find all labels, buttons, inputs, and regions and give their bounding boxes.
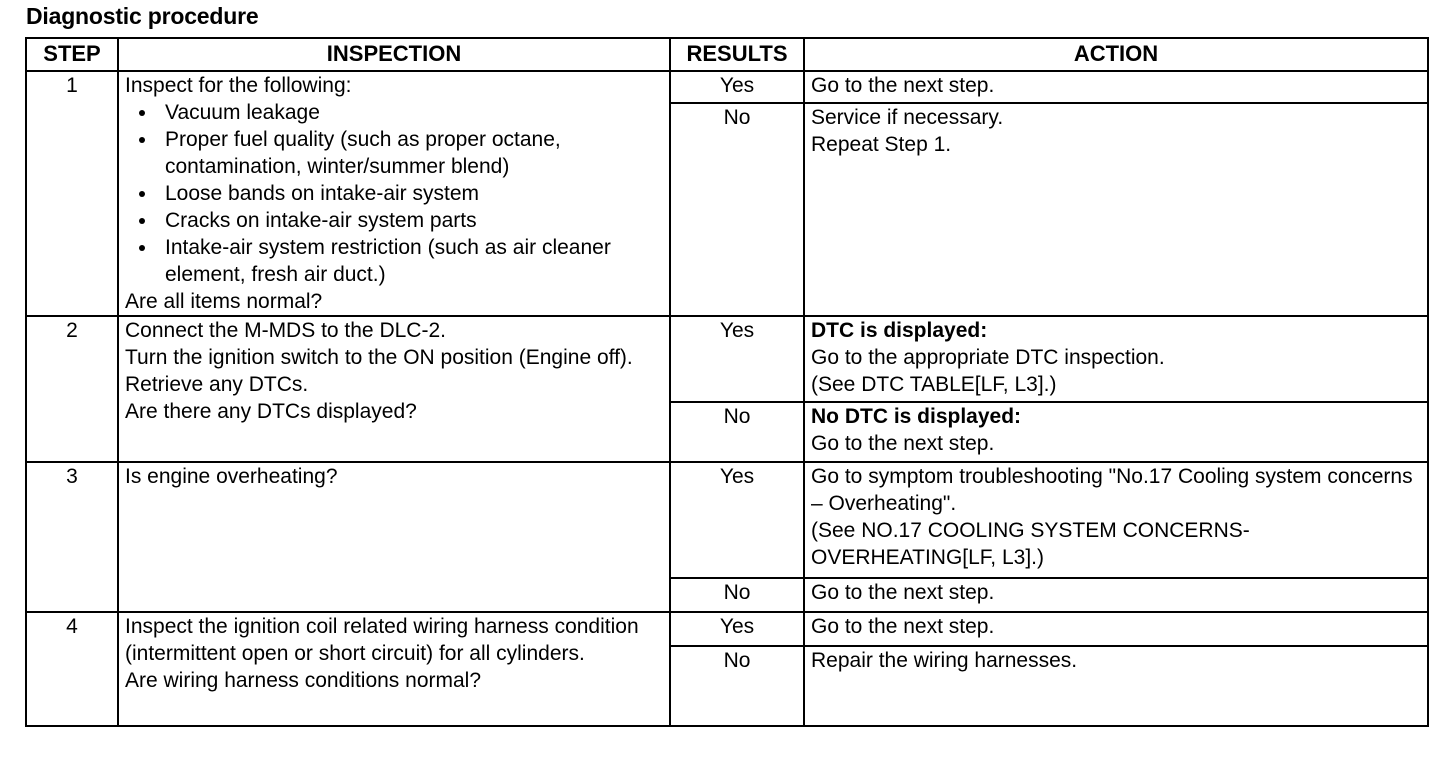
action-text: Repair the wiring harnesses. <box>811 649 1078 672</box>
action-cell <box>804 103 1428 316</box>
table-row <box>26 316 1428 402</box>
bullet-item: Loose bands on intake-air system <box>125 180 663 207</box>
table-row <box>26 462 1428 578</box>
result-yes: Yes <box>670 316 804 402</box>
action-text: Go to the appropriate DTC inspection. <box>811 346 1165 369</box>
result-no: No <box>670 103 804 316</box>
action-cell <box>804 316 1428 402</box>
action-text: Repeat Step 1. <box>811 133 952 157</box>
action-text: Go to the next step. <box>811 615 995 638</box>
inspection-text: Turn the ignition switch to the ON position (Engine off). <box>125 346 633 369</box>
action-link[interactable]: (See DTC TABLE[LF, L3].) <box>811 373 1057 396</box>
inspection-question: Is engine overheating? <box>125 465 338 488</box>
action-cell <box>804 462 1428 578</box>
bullet-item: Proper fuel quality (such as proper octane, contamination, winter/summer blend) <box>125 126 663 180</box>
header-step: STEP <box>26 38 118 71</box>
inspection-text: Inspect the ignition coil related wiring harness condition (intermittent open or short circuit) for all cylinders. <box>125 615 639 665</box>
inspection-cell <box>118 316 670 462</box>
header-action: ACTION <box>804 38 1428 71</box>
inspection-question: Are all items normal? <box>125 290 323 313</box>
bullet-item: Vacuum leakage <box>125 99 663 126</box>
result-yes: Yes <box>670 71 804 103</box>
result-no: No <box>670 578 804 612</box>
result-no: No <box>670 646 804 726</box>
table-header-row <box>26 38 1428 71</box>
action-heading: No DTC is displayed: <box>811 405 1022 428</box>
action-cell <box>804 71 1428 103</box>
inspection-text: Inspect for the following: <box>125 74 352 97</box>
diagnostic-table <box>25 37 1429 727</box>
action-cell <box>804 646 1428 726</box>
action-text: Go to the next step. <box>811 581 995 604</box>
inspection-text: Retrieve any DTCs. <box>125 373 309 396</box>
table-row <box>26 612 1428 646</box>
page-title: Diagnostic procedure <box>26 3 259 29</box>
bullet-item: Cracks on intake-air system parts <box>125 207 663 234</box>
table-row <box>26 71 1428 103</box>
result-yes: Yes <box>670 612 804 646</box>
action-text: Service if necessary. <box>811 106 1004 130</box>
inspection-question: Are wiring harness conditions normal? <box>125 669 482 692</box>
result-yes: Yes <box>670 462 804 578</box>
step-number: 1 <box>26 71 118 316</box>
bullet-item: Intake-air system restriction (such as air cleaner element, fresh air duct.) <box>125 234 663 288</box>
step-number: 2 <box>26 316 118 462</box>
header-results: RESULTS <box>670 38 804 71</box>
action-cell <box>804 578 1428 612</box>
header-inspection: INSPECTION <box>118 38 670 71</box>
action-cell <box>804 402 1428 462</box>
inspection-cell <box>118 71 670 316</box>
inspection-question: Are there any DTCs displayed? <box>125 400 417 423</box>
inspection-text: Connect the M-MDS to the DLC-2. <box>125 319 446 342</box>
action-heading: DTC is displayed: <box>811 319 988 342</box>
action-text: Go to the next step. <box>811 432 995 455</box>
action-text: Go to symptom troubleshooting "No.17 Cooling system concerns – Overheating". <box>811 465 1413 515</box>
action-link[interactable]: (See NO.17 COOLING SYSTEM CONCERNS-OVERHEATING[LF, L3].) <box>811 519 1250 569</box>
action-cell <box>804 612 1428 646</box>
step-number: 3 <box>26 462 118 612</box>
step-number: 4 <box>26 612 118 726</box>
action-text: Go to the next step. <box>811 74 995 97</box>
result-no: No <box>670 402 804 462</box>
inspection-cell <box>118 612 670 726</box>
inspection-cell <box>118 462 670 612</box>
